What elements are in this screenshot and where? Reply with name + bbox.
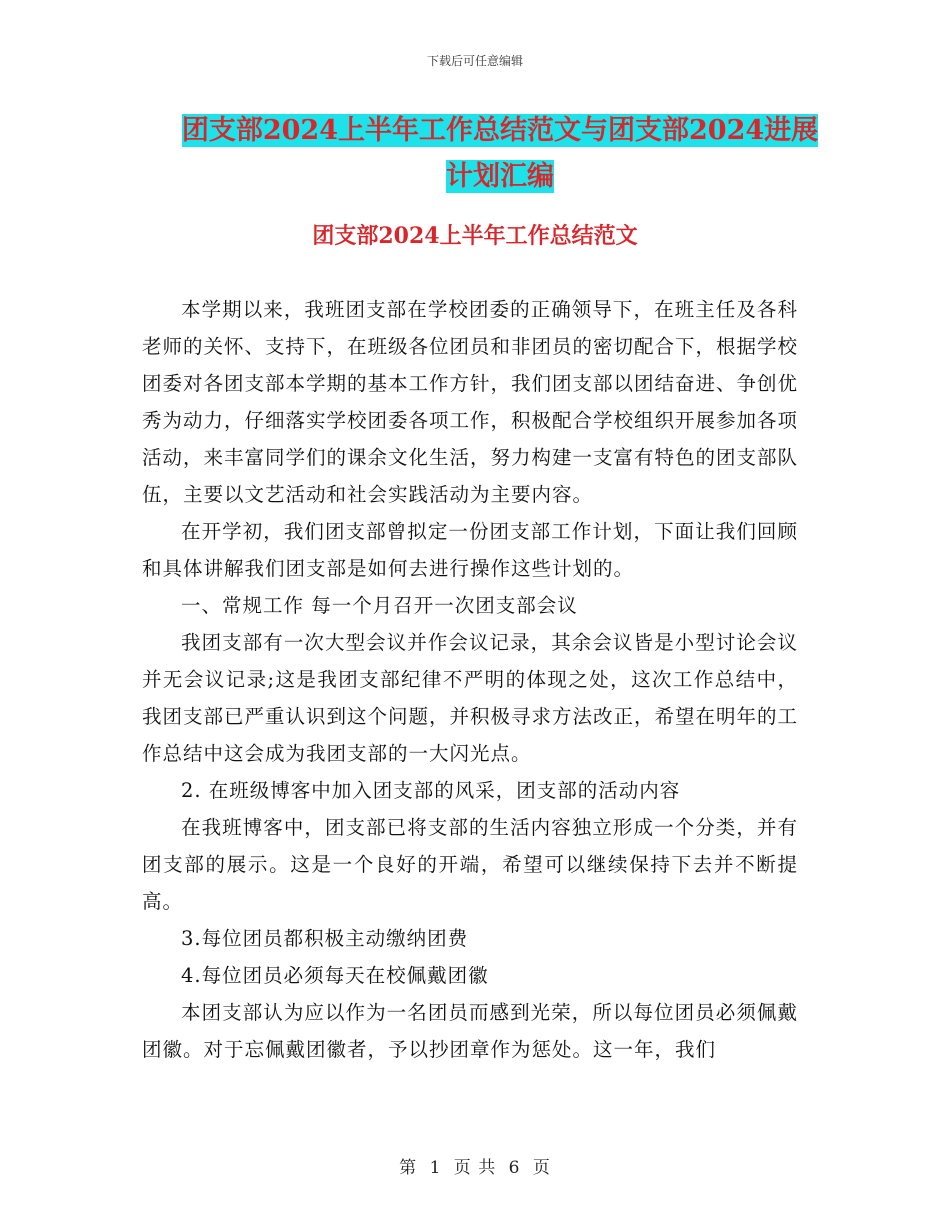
footer-total-pages: 6 xyxy=(508,1158,521,1178)
paragraph: 一、常规工作 每一个月召开一次团支部会议 xyxy=(181,594,578,617)
footer-mid: 页 共 xyxy=(453,1158,497,1178)
paragraph: 3.每位团员都积极主动缴纳团费 xyxy=(181,927,469,950)
body-text xyxy=(142,291,798,1068)
paragraph: 我团支部有一次大型会议并作会议记录，其余会议皆是小型讨论会议并无会议记录;这是我团支部纪律不严明的体现之处，这次工作总结中，我团支部已严重认识到这个问题，并积极寻求方法改正，希望在明年的工作总结中这会成为我团支部的一大闪光点。 xyxy=(142,631,799,765)
paragraph: 4.每位团员必须每天在校佩戴团徽 xyxy=(181,964,489,987)
paragraph: 在开学初，我们团支部曾拟定一份团支部工作计划，下面让我们回顾和具体讲解我们团支部是如何去进行操作这些计划的。 xyxy=(142,520,798,580)
footer-prefix: 第 xyxy=(399,1158,418,1178)
section-title: 团支部2024上半年工作总结范文 xyxy=(312,223,638,249)
footer-suffix: 页 xyxy=(532,1158,551,1178)
paragraph: 本学期以来，我班团支部在学校团委的正确领导下，在班主任及各科老师的关怀、支持下，在班级各位团员和非团员的密切配合下，根据学校团委对各团支部本学期的基本工作方针，我们团支部以团结奋进、争创优秀为动力，仔细落实学校团委各项工作，积极配合学校组织开展参加各项活动，来丰富同学们的课余文化生活，努力构建一支富有特色的团支部队伍，主要以文艺活动和社会实践活动为主要内容。 xyxy=(142,298,799,506)
page-footer xyxy=(0,1153,950,1178)
main-title-line-2: 计划汇编 xyxy=(446,161,554,192)
main-title xyxy=(150,108,850,200)
main-title-line-1: 团支部2024上半年工作总结范文与团支部2024进展 xyxy=(181,115,819,146)
footer-page-number: 1 xyxy=(429,1158,442,1178)
paragraph: 在我班博客中，团支部已将支部的生活内容独立形成一个分类，并有团支部的展示。这是一个良好的开端，希望可以继续保持下去并不断提高。 xyxy=(142,816,798,913)
paragraph: 本团支部认为应以作为一名团员而感到光荣，所以每位团员必须佩戴团徽。对于忘佩戴团徽者，予以抄团章作为惩处。这一年，我们 xyxy=(142,1001,798,1061)
header-note: 下载后可任意编辑 xyxy=(426,54,523,68)
paragraph: 2. 在班级博客中加入团支部的风采，团支部的活动内容 xyxy=(181,779,681,802)
